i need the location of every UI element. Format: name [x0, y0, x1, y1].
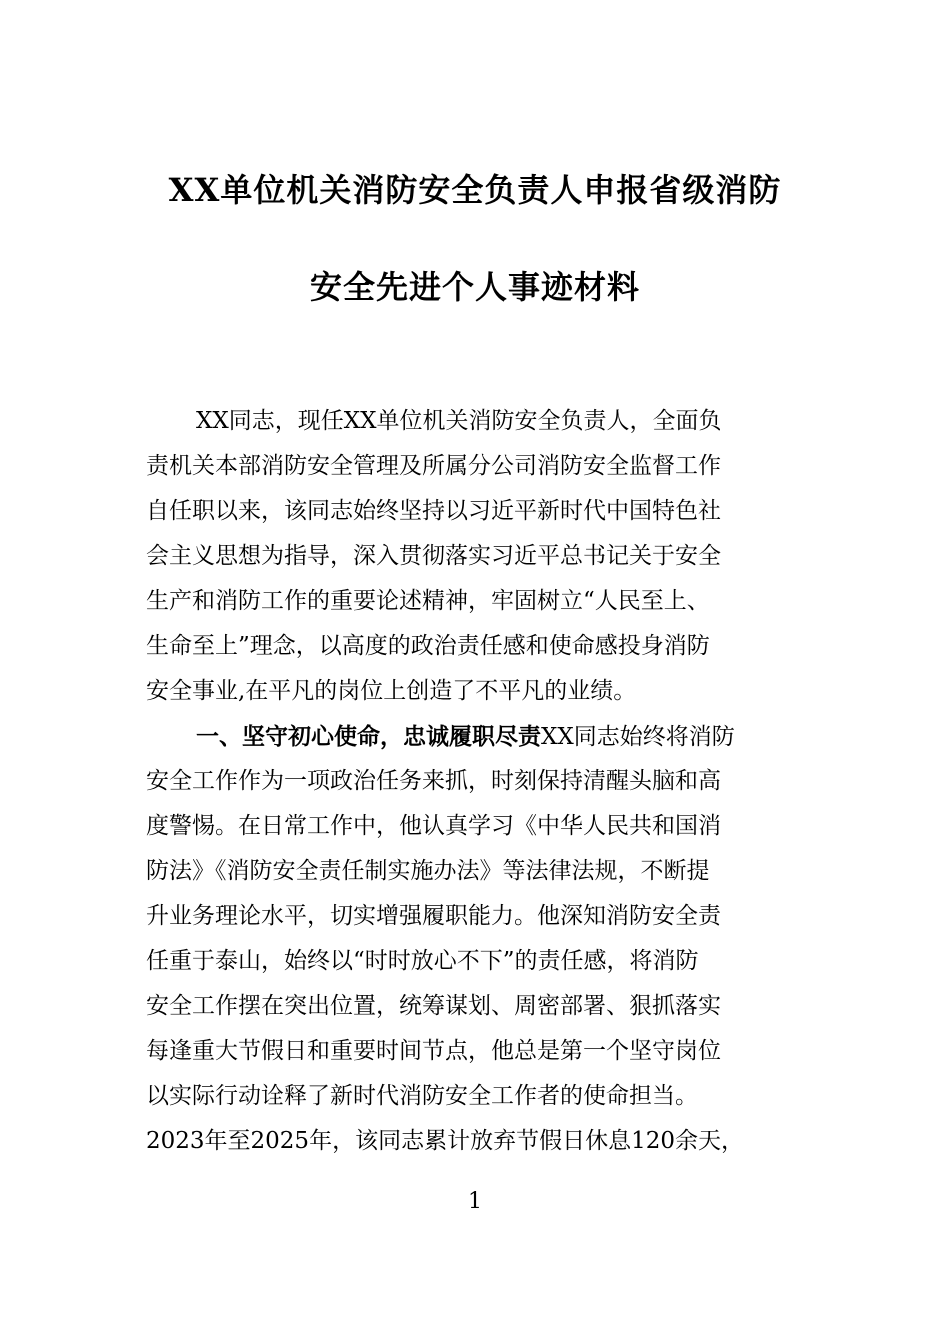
text-line: 度警惕。在日常工作中，他认真学习《中华人民共和国消 — [146, 813, 721, 839]
document-title-line-2: 安全先进个人事迹材料 — [309, 268, 640, 306]
section-heading-line — [146, 714, 806, 759]
document-body — [146, 399, 806, 1164]
intro-line-1: XX同志，现任XX单位机关消防安全负责人，全面负 — [196, 408, 722, 434]
document-title-line-1: XX单位机关消防安全负责人申报省级消防 — [168, 171, 782, 209]
page-number: 1 — [468, 1189, 482, 1214]
text-line: 会主义思想为指导，深入贯彻落实习近平总书记关于安全 — [146, 543, 721, 569]
text-line: 以实际行动诠释了新时代消防安全工作者的使命担当。 — [146, 1083, 698, 1109]
section-1-heading: 一、坚守初心使命，忠诚履职尽责 — [196, 723, 541, 750]
text-line: 安全工作作为一项政治任务来抓，时刻保持清醒头脑和高 — [146, 768, 721, 794]
text-line — [146, 399, 806, 444]
section-1-first-line: XX同志始终将消防 — [541, 724, 735, 750]
text-line: 自任职以来，该同志始终坚持以习近平新时代中国特色社 — [146, 498, 721, 524]
text-line: 安全事业,在平凡的岗位上创造了不平凡的业绩。 — [146, 678, 637, 704]
text-line: 每逢重大节假日和重要时间节点，他总是第一个坚守岗位 — [146, 1038, 721, 1064]
text-line: 安全工作摆在突出位置，统筹谋划、周密部署、狠抓落实 — [146, 993, 721, 1019]
text-line: 任重于泰山，始终以“时时放心不下”的责任感，将消防 — [146, 948, 699, 974]
text-line: 升业务理论水平，切实增强履职能力。他深知消防安全责 — [146, 903, 721, 929]
text-line: 生产和消防工作的重要论述精神，牢固树立“人民至上、 — [146, 588, 710, 614]
text-line: 防法》《消防安全责任制实施办法》等法律法规，不断提 — [146, 858, 710, 884]
text-line: 2023年至2025年，该同志累计放弃节假日休息120余天， — [146, 1128, 744, 1154]
text-line: 生命至上”理念，以高度的政治责任感和使命感投身消防 — [146, 633, 710, 659]
text-line: 责机关本部消防安全管理及所属分公司消防安全监督工作 — [146, 453, 721, 479]
